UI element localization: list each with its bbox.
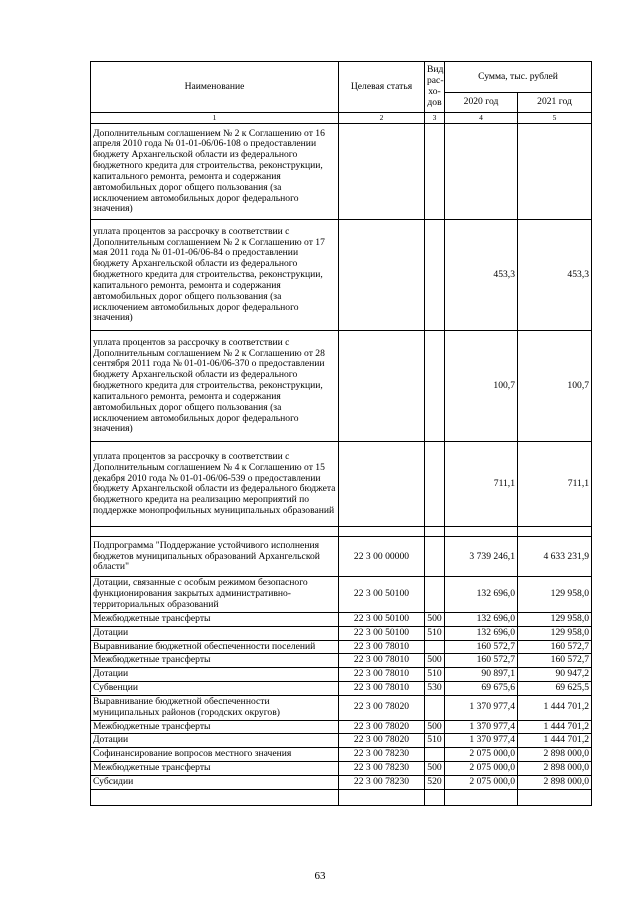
row-amount-2021: 160 572,7 bbox=[518, 654, 592, 668]
row-target-article bbox=[339, 124, 425, 220]
row-amount-2021: 711,1 bbox=[518, 442, 592, 527]
row-name: Межбюджетные трансферты bbox=[91, 720, 339, 734]
row-target-article: 22 3 00 78230 bbox=[339, 748, 425, 762]
row-amount-2020: 1 370 977,4 bbox=[445, 734, 518, 748]
table-row bbox=[91, 734, 592, 748]
row-amount-2021 bbox=[518, 124, 592, 220]
row-target-article: 22 3 00 50100 bbox=[339, 612, 425, 626]
table-row bbox=[91, 527, 592, 537]
header-name: Наименование bbox=[91, 62, 339, 113]
row-amount-2020 bbox=[445, 789, 518, 805]
table-row bbox=[91, 748, 592, 762]
table-row bbox=[91, 442, 592, 527]
table-row bbox=[91, 612, 592, 626]
row-amount-2020: 1 370 977,4 bbox=[445, 695, 518, 720]
row-amount-2020: 132 696,0 bbox=[445, 612, 518, 626]
row-target-article bbox=[339, 331, 425, 442]
row-target-article: 22 3 00 78010 bbox=[339, 640, 425, 654]
row-name: уплата процентов за рассрочку в соответствии с Дополнительным соглашением № 2 к Соглашению от 17 мая 2011 года № 01-01-06/06-84 о предоставлении бюджету Архангельской области из федерального бюджетного кредита для строительства, реконструкции, капитального ремонта, ремонта и содержания автомобильных дорог общего пользования (за исключением автомобильных дорог федерального значения) bbox=[91, 220, 339, 331]
column-index: 3 bbox=[425, 113, 445, 124]
row-amount-2021: 90 947,2 bbox=[518, 668, 592, 682]
row-target-article bbox=[339, 789, 425, 805]
row-target-article: 22 3 00 50100 bbox=[339, 626, 425, 640]
row-amount-2020: 132 696,0 bbox=[445, 626, 518, 640]
row-target-article: 22 3 00 78020 bbox=[339, 695, 425, 720]
row-amount-2021: 160 572,7 bbox=[518, 640, 592, 654]
row-name: уплата процентов за рассрочку в соответствии с Дополнительным соглашением № 2 к Соглашению от 28 сентября 2011 года № 01-01-06/06-370 о предоставлении бюджету Архангельской области из федерального бюджетного кредита для строительства, реконструкции, капитального ремонта, ремонта и содержания автомобильных дорог общего пользования (за исключением автомобильных дорог федерального значения) bbox=[91, 331, 339, 442]
column-index: 5 bbox=[518, 113, 592, 124]
row-expense-type bbox=[425, 331, 445, 442]
row-target-article: 22 3 00 78010 bbox=[339, 668, 425, 682]
row-amount-2021: 1 444 701,2 bbox=[518, 695, 592, 720]
table-row bbox=[91, 626, 592, 640]
row-name: Межбюджетные трансферты bbox=[91, 762, 339, 776]
table-row bbox=[91, 789, 592, 805]
row-name: Дотации bbox=[91, 626, 339, 640]
row-expense-type: 510 bbox=[425, 734, 445, 748]
row-target-article: 22 3 00 78010 bbox=[339, 654, 425, 668]
row-expense-type bbox=[425, 640, 445, 654]
row-target-article: 22 3 00 50100 bbox=[339, 577, 425, 612]
table-row bbox=[91, 124, 592, 220]
column-index: 1 bbox=[91, 113, 339, 124]
header-row bbox=[91, 62, 592, 93]
row-name bbox=[91, 789, 339, 805]
row-amount-2020: 2 075 000,0 bbox=[445, 762, 518, 776]
row-amount-2021: 2 898 000,0 bbox=[518, 748, 592, 762]
row-expense-type bbox=[425, 527, 445, 537]
row-expense-type bbox=[425, 577, 445, 612]
table-row bbox=[91, 654, 592, 668]
table-row bbox=[91, 682, 592, 696]
column-index-row bbox=[91, 113, 592, 124]
row-expense-type: 500 bbox=[425, 612, 445, 626]
row-expense-type: 500 bbox=[425, 762, 445, 776]
row-expense-type: 510 bbox=[425, 668, 445, 682]
row-amount-2020: 3 739 246,1 bbox=[445, 537, 518, 577]
row-amount-2020: 2 075 000,0 bbox=[445, 748, 518, 762]
row-amount-2020: 160 572,7 bbox=[445, 640, 518, 654]
row-amount-2020: 453,3 bbox=[445, 220, 518, 331]
table-row bbox=[91, 640, 592, 654]
row-amount-2021: 2 898 000,0 bbox=[518, 775, 592, 789]
row-name: Дотации bbox=[91, 668, 339, 682]
row-name: Субвенции bbox=[91, 682, 339, 696]
row-amount-2021: 4 633 231,9 bbox=[518, 537, 592, 577]
row-amount-2020: 160 572,7 bbox=[445, 654, 518, 668]
row-amount-2021: 2 898 000,0 bbox=[518, 762, 592, 776]
row-expense-type: 520 bbox=[425, 775, 445, 789]
row-amount-2021: 1 444 701,2 bbox=[518, 720, 592, 734]
row-target-article: 22 3 00 78230 bbox=[339, 762, 425, 776]
table-row bbox=[91, 762, 592, 776]
row-name: Дотации, связанные с особым режимом безопасного функционирования закрытых административно-территориальных образований bbox=[91, 577, 339, 612]
row-name: Межбюджетные трансферты bbox=[91, 612, 339, 626]
table-row bbox=[91, 695, 592, 720]
row-expense-type bbox=[425, 220, 445, 331]
row-amount-2021 bbox=[518, 527, 592, 537]
row-amount-2021: 100,7 bbox=[518, 331, 592, 442]
row-amount-2020: 100,7 bbox=[445, 331, 518, 442]
row-target-article: 22 3 00 78010 bbox=[339, 682, 425, 696]
row-name: Выравнивание бюджетной обеспеченности поселений bbox=[91, 640, 339, 654]
header-year-2021: 2021 год bbox=[518, 93, 592, 113]
table-row bbox=[91, 577, 592, 612]
row-name: Подпрограмма "Поддержание устойчивого исполнения бюджетов муниципальных образований Архангельской области" bbox=[91, 537, 339, 577]
header-year-2020: 2020 год bbox=[445, 93, 518, 113]
column-index: 2 bbox=[339, 113, 425, 124]
row-amount-2021: 1 444 701,2 bbox=[518, 734, 592, 748]
row-amount-2020: 69 675,6 bbox=[445, 682, 518, 696]
row-amount-2020 bbox=[445, 527, 518, 537]
table-row bbox=[91, 668, 592, 682]
row-amount-2021: 129 958,0 bbox=[518, 577, 592, 612]
row-expense-type bbox=[425, 748, 445, 762]
row-expense-type bbox=[425, 789, 445, 805]
row-name: Дополнительным соглашением № 2 к Соглашению от 16 апреля 2010 года № 01-01-06/06-108 о предоставлении бюджету Архангельской области из федерального бюджетного кредита для строительства, реконструкции, капитального ремонта, ремонта и содержания автомобильных дорог общего пользования (за исключением автомобильных дорог федерального значения) bbox=[91, 124, 339, 220]
row-amount-2020: 90 897,1 bbox=[445, 668, 518, 682]
header-expense-type: Вид рас-хо-дов bbox=[425, 62, 445, 113]
row-expense-type bbox=[425, 124, 445, 220]
row-amount-2021: 453,3 bbox=[518, 220, 592, 331]
budget-table bbox=[90, 61, 592, 806]
table-row bbox=[91, 537, 592, 577]
row-expense-type: 500 bbox=[425, 720, 445, 734]
row-amount-2020: 711,1 bbox=[445, 442, 518, 527]
row-amount-2020: 2 075 000,0 bbox=[445, 775, 518, 789]
row-expense-type: 530 bbox=[425, 682, 445, 696]
header-target-article: Целевая статья bbox=[339, 62, 425, 113]
row-name: Выравнивание бюджетной обеспеченности муниципальных районов (городских округов) bbox=[91, 695, 339, 720]
row-amount-2021 bbox=[518, 789, 592, 805]
table-body bbox=[91, 124, 592, 805]
row-name bbox=[91, 527, 339, 537]
row-expense-type bbox=[425, 442, 445, 527]
row-amount-2020 bbox=[445, 124, 518, 220]
row-name: Субсидии bbox=[91, 775, 339, 789]
row-amount-2020: 1 370 977,4 bbox=[445, 720, 518, 734]
row-expense-type: 500 bbox=[425, 654, 445, 668]
row-amount-2021: 129 958,0 bbox=[518, 612, 592, 626]
row-target-article bbox=[339, 220, 425, 331]
column-index: 4 bbox=[445, 113, 518, 124]
row-amount-2021: 129 958,0 bbox=[518, 626, 592, 640]
row-target-article bbox=[339, 442, 425, 527]
table-row bbox=[91, 220, 592, 331]
table-row bbox=[91, 720, 592, 734]
row-target-article: 22 3 00 00000 bbox=[339, 537, 425, 577]
row-name: Софинансирование вопросов местного значения bbox=[91, 748, 339, 762]
row-target-article bbox=[339, 527, 425, 537]
table-row bbox=[91, 331, 592, 442]
table-row bbox=[91, 775, 592, 789]
row-name: уплата процентов за рассрочку в соответствии с Дополнительным соглашением № 4 к Соглашению от 15 декабря 2010 года № 01-01-06/06-539 о предоставлении бюджету Архангельской области из федерального бюджета бюджетного кредита на реализацию мероприятий по поддержке монопрофильных муниципальных образований bbox=[91, 442, 339, 527]
header-sum: Сумма, тыс. рублей bbox=[445, 62, 592, 93]
row-name: Дотации bbox=[91, 734, 339, 748]
row-expense-type bbox=[425, 537, 445, 577]
row-target-article: 22 3 00 78230 bbox=[339, 775, 425, 789]
row-amount-2020: 132 696,0 bbox=[445, 577, 518, 612]
row-amount-2021: 69 625,5 bbox=[518, 682, 592, 696]
page-number: 63 bbox=[314, 870, 326, 882]
row-target-article: 22 3 00 78020 bbox=[339, 720, 425, 734]
row-expense-type: 510 bbox=[425, 626, 445, 640]
row-expense-type bbox=[425, 695, 445, 720]
row-target-article: 22 3 00 78020 bbox=[339, 734, 425, 748]
row-name: Межбюджетные трансферты bbox=[91, 654, 339, 668]
